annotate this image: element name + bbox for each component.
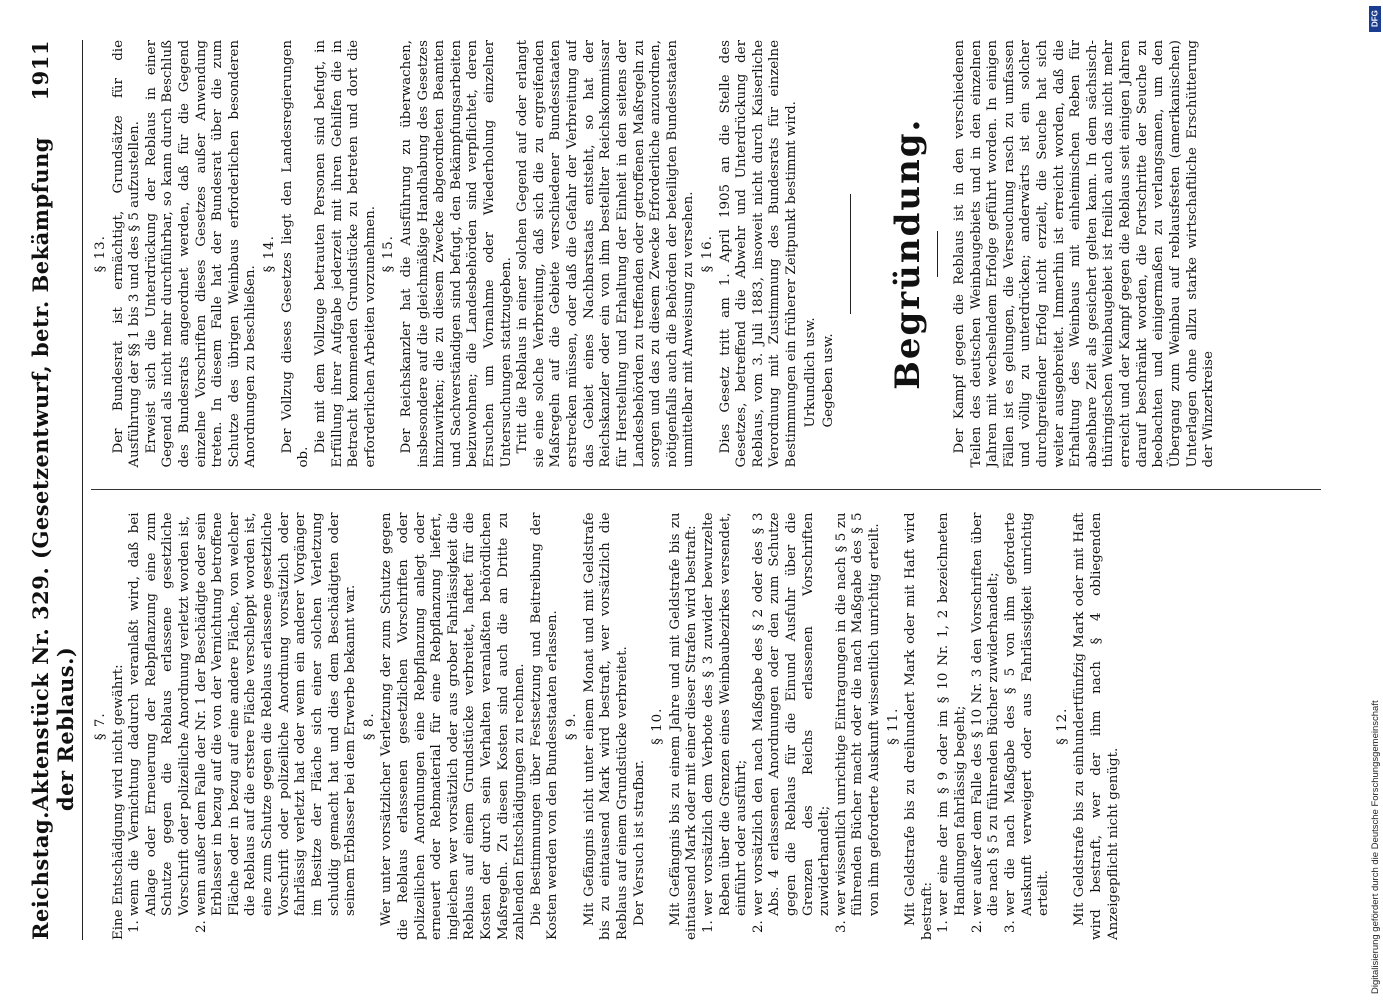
section-heading: Begründung. bbox=[887, 117, 928, 390]
paragraph: Eine Entschädigung wird nicht gewährt: bbox=[110, 664, 126, 940]
header-left: Reichstag. bbox=[28, 811, 53, 940]
paragraph: Die mit dem Vollzuge betrauten Personen sind befugt, in Erfüllung ihrer Aufgabe jederzeit mit ihren Gehilfen die in Betracht kommenden Grundstücke zu betreten und dort die erforderlichen Arbeiten vorzunehmen. bbox=[312, 39, 378, 468]
section-number: § 9. bbox=[564, 712, 580, 741]
section-number: § 12. bbox=[1054, 707, 1070, 745]
paragraph: Der Reichskanzler hat die Ausführung zu überwachen, insbesondere auf die gleichmäßige Handhabung des Gesetzes hinzuwirken; die zu diesem Zwecke abgeordneten Beamten und Sachverständigen sind befugt, den Bekämpfungsarbeiten beizuwohnen; die Landesbehörden sind verpflichtet, deren Ersuchen um Vornahme oder Wiederholung einzelner Untersuchungen stattzugeben. bbox=[398, 39, 514, 468]
section-number: § 8. bbox=[361, 712, 377, 741]
section-number: § 15. bbox=[381, 235, 397, 273]
page-header bbox=[28, 40, 83, 940]
section-number: § 13. bbox=[93, 235, 108, 273]
section-number: § 10. bbox=[650, 707, 666, 745]
text-columns bbox=[91, 40, 1321, 940]
digitization-note: Digitalisierung gefördert durch die Deutsche Forschungsgemeinschaft bbox=[1370, 700, 1381, 994]
list-item: 1. wer vorsätzlich dem Verbote des § 3 zuwider bewurzelte Reben über die Grenzen eines Weinbaubezirkes versendet, einführt oder ausführt; bbox=[701, 512, 751, 916]
paragraph: Mit Gefängnis nicht unter einem Monat und mit Geldstrafe bis zu eintausend Mark wird bestraft, wer vorsätzlich die Reblaus auf einem Grundstücke verbreitet. bbox=[581, 512, 630, 940]
section-number: § 7. bbox=[93, 712, 108, 741]
paragraph: Die Bestimmungen über Festsetzung und Beitreibung der Kosten werden von den Bundesstaaten erlassen. bbox=[528, 512, 561, 940]
numbered-list bbox=[127, 512, 360, 940]
right-column bbox=[91, 40, 1321, 468]
left-column bbox=[91, 512, 1321, 940]
column-divider bbox=[91, 490, 1321, 491]
closing-formula: Urkundlich usw. bbox=[802, 317, 818, 428]
list-item: 3. wer die nach Maßgabe des § 5 von ihm geforderte Auskunft verweigert oder aus Fahrlässigkeit unrichtig erteilt. bbox=[1003, 512, 1053, 916]
header-title: Aktenstück Nr. 329. (Gesetzentwurf, betr. Bekämpfung der Reblaus.) bbox=[28, 137, 78, 812]
list-item: 1. wenn die Vernichtung dadurch veranlaßt wird, daß bei Anlage oder Erneuerung der Rebpflanzung eine zum Schutze gegen die Reblaus erlassene gesetzliche Vorschrift oder polizeiliche Anordnung verletzt worden ist, bbox=[127, 512, 193, 916]
list-item: 2. wer außer dem Falle des § 10 Nr. 3 den Vorschriften über die nach § 5 zu führenden Bücher zuwiderhandelt; bbox=[970, 512, 1003, 916]
closing-formula: Gegeben usw. bbox=[821, 333, 837, 428]
section-number: § 14. bbox=[262, 235, 278, 273]
paragraph: Erweist sich die Unterdrückung der Reblaus in einer Gegend als nicht mehr durchführbar, so kann durch Beschluß des Bundesrats angeordnet werden, daß für die Gegend einzelne Vorschriften dieses Gesetzes außer Anwendung treten. In diesem Falle hat der Bundesrat über die zum Schutze des übrigen Weinbaus erforderlichen besonderen Anordnungen zu beschließen. bbox=[143, 39, 259, 468]
paragraph: Der Versuch ist strafbar. bbox=[631, 759, 647, 926]
heading-underline bbox=[937, 231, 938, 277]
numbered-list bbox=[936, 512, 1052, 940]
numbered-list bbox=[701, 512, 884, 940]
paragraph: Der Vollzug dieses Gesetzes liegt den Landesregierungen ob. bbox=[279, 39, 312, 468]
separator-rule bbox=[850, 194, 851, 314]
header-year: 1911 bbox=[28, 40, 53, 101]
list-item: 2. wenn außer dem Falle der Nr. 1 der Beschädigte oder sein Erblasser in bezug auf die von der Vernichtung betroffene Fläche oder in bezug auf eine andere Fläche, von welcher die Reblaus auf die erstere Fläche verschleppt worden ist, eine zum Schutze gegen die Reblaus erlassene gesetzliche Vorschrift oder polizeiliche Anordnung vorsätzlich oder fahrlässig verletzt hat oder wenn ein anderer Vorgänger im Besitze der Fläche sich einer solchen Verletzung schuldig gemacht hat und dies dem Beschädigten oder seinem Erblasser bei dem Erwerbe bekannt war. bbox=[194, 512, 360, 916]
list-item: 1. wer eine der im § 9 oder im § 10 Nr. 1, 2 bezeichneten Handlungen fahrlässig begeht; bbox=[936, 512, 969, 916]
paragraph: Mit Gefängnis bis zu einem Jahre und mit Geldstrafe bis zu eintausend Mark oder mit einer dieser Strafen wird bestraft: bbox=[667, 512, 700, 940]
paragraph: Wer unter vorsätzlicher Verletzung der zum Schutze gegen die Reblaus erlassenen gesetzlichen Vorschriften oder polizeilichen Anordnungen eine Rebpflanzung anlegt oder erneuert oder Rebmaterial für eine Rebpflanzung liefert, ingleichen wer vorsätzlich oder aus grober Fahrlässigkeit die Reblaus auf einem Grundstücke verbreitet, haftet für die Kosten der durch sein Verhalten veranlaßten behördlichen Maßregeln. Zu diesen Kosten sind auch die an Dritte zu zahlenden Entschädigungen zu rechnen. bbox=[379, 512, 528, 940]
paragraph: Mit Geldstrafe bis zu einhundertfünfzig Mark oder mit Haft wird bestraft, wer der ihm nach § 4 obliegenden Anzeigepflicht nicht genügt. bbox=[1072, 512, 1121, 940]
list-item: 3. wer wissentlich unrichtige Eintragungen in die nach § 5 zu führenden Bücher macht oder die nach Maßgabe des § 5 von ihm geforderte Auskunft wissentlich unrichtig erteilt. bbox=[834, 512, 884, 916]
paragraph: Der Bundesrat ist ermächtigt, Grundsätze für die Ausführung der §§ 1 bis 3 und des § 5 aufzustellen. bbox=[110, 39, 143, 468]
list-item: 2. wer vorsätzlich den nach Maßgabe des § 2 oder des § 3 Abs. 4 erlassenen Anordnungen oder den zum Schutze gegen die Reblaus für die Einund Ausfuhr über die Grenzen des Reichs erlassenen Vorschriften zuwiderhandelt; bbox=[751, 512, 834, 916]
section-number: § 16. bbox=[699, 235, 715, 273]
section-number: § 11. bbox=[885, 707, 901, 745]
paragraph: Der Kampf gegen die Reblaus ist in den verschiedenen Teilen des deutschen Weinbaugebiets und in den einzelnen Jahren mit wechselndem Erfolge geführt worden. In einigen Fällen ist es gelungen, die Verseuchung rasch zu umfassen und völlig zu unterdrücken; anderwärts ist ein solcher durchgreifender Erfolg nicht erzielt, die Seuche hat sich weiter ausgebreitet. Immerhin ist erreicht worden, daß die Erhaltung des Weinbaus mit einheimischen Reben für absehbare Zeit als gesichert gelten kann. In dem sächsisch-thüringischen Weinbaugebiet ist freilich auch das nicht mehr erreicht und der Kampf gegen die Reblaus seit einigen Jahren darauf beschränkt worden, die Fortschritte der Seuche zu beobachten und einigermaßen zu verlangsamen, um den Übergang zum Weinbau auf reblausfesten (amerikanischen) Unterlagen ohne allzu starke wirtschaftliche Erschütterung der Winzerkreise bbox=[951, 39, 1217, 468]
paragraph: Dies Gesetz tritt am 1. April 1905 an die Stelle des Gesetzes, betreffend die Abwehr und Unterdrückung der Reblaus, vom 3. Juli 1883, insoweit nicht durch Kaiserliche Verordnung mit Zustimmung des Bundesrats für einzelne Bestimmungen ein früherer Zeitpunkt bestimmt wird. bbox=[717, 39, 799, 468]
paragraph: Mit Geldstrafe bis zu dreihundert Mark oder mit Haft wird bestraft: bbox=[903, 512, 935, 940]
dfg-logo: DFG bbox=[1369, 6, 1381, 32]
paragraph: Tritt die Reblaus in einer solchen Gegend auf oder erlangt sie eine solche Verbreitung, daß sich die zu ergreifenden Maßregeln auf die Gebiete verschiedener Bundesstaaten erstrecken müssen, oder daß die Gefahr der Verbreitung auf das Gebiet eines Nachbarstaats entsteht, so hat der Reichskanzler oder ein von ihm bestellter Reichskommissar für Herstellung und Erhaltung der Einheit in den seitens der Landesbehörden zu treffenden oder getroffenen Maßregeln zu sorgen und das zu diesem Zwecke Erforderliche anzuordnen, nötigenfalls auch die Behörden der beteiligten Bundesstaaten unmittelbar mit Anweisung zu versehen. bbox=[515, 39, 697, 468]
